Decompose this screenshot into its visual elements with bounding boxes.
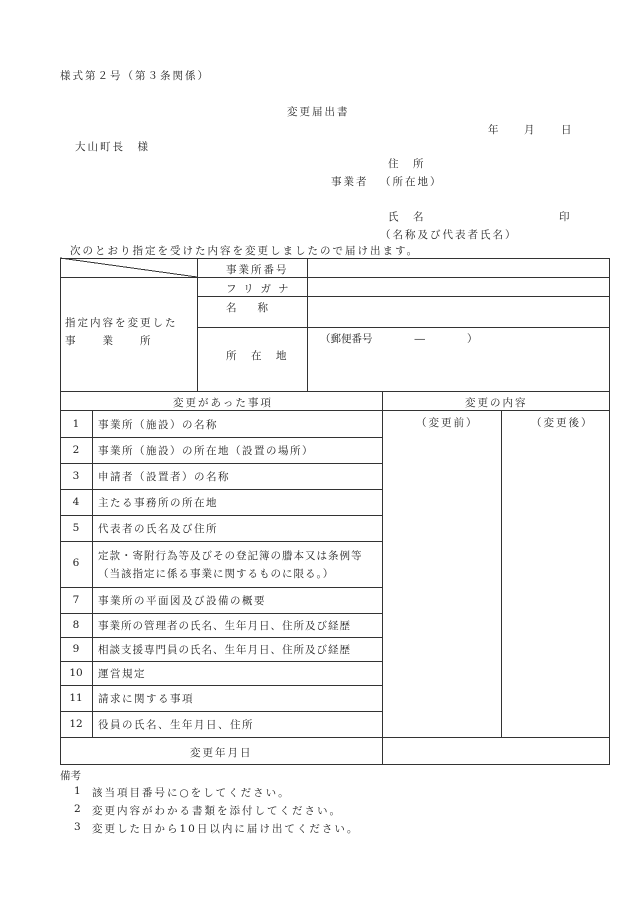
office-location-label: 所 在 地 bbox=[226, 350, 289, 362]
change-item-text-line2: （当該指定に係る事業に関するものに限る。） bbox=[98, 568, 335, 580]
postal-code-field[interactable]: （郵便番号 ― ） bbox=[320, 333, 478, 345]
change-item-text: 事業所の平面図及び設備の概要 bbox=[98, 595, 266, 607]
office-name-label: 名 称 bbox=[226, 302, 268, 314]
remark-number: 2 bbox=[74, 803, 81, 815]
addressee: 大山町長 様 bbox=[75, 141, 150, 153]
row-number: 4 bbox=[72, 496, 80, 508]
seal-mark: 印 bbox=[559, 211, 570, 223]
changed-items-header: 変更があった事項 bbox=[173, 397, 273, 409]
remark-text: 変更内容がわかる書類を添付してください。 bbox=[92, 805, 342, 817]
date-day: 日 bbox=[561, 124, 572, 136]
row-number: 10 bbox=[69, 667, 83, 679]
row-number: 6 bbox=[72, 557, 80, 569]
address-sub-label: （所在地） bbox=[380, 176, 443, 188]
name-label: 氏 名 bbox=[388, 211, 426, 223]
change-item-text: 役員の氏名、生年月日、住所 bbox=[98, 719, 254, 731]
row-number: 1 bbox=[72, 418, 80, 430]
after-content-area[interactable] bbox=[503, 432, 609, 736]
office-name-input[interactable] bbox=[309, 298, 608, 326]
after-label: （変更後） bbox=[531, 417, 594, 429]
before-content-area[interactable] bbox=[384, 432, 500, 736]
change-item-text: 申請者（設置者）の名称 bbox=[98, 471, 230, 483]
change-item-text: 請求に関する事項 bbox=[98, 693, 194, 705]
office-number-label: 事業所番号 bbox=[226, 264, 289, 276]
page-title: 変更届出書 bbox=[287, 106, 350, 118]
remark-number: 3 bbox=[74, 821, 81, 833]
remark-number: 1 bbox=[74, 785, 81, 797]
change-item-text: 代表者の氏名及び住所 bbox=[98, 523, 218, 535]
change-item-text: 事業所（施設）の名称 bbox=[98, 419, 218, 431]
change-item-text: 相談支援専門員の氏名、生年月日、住所及び経歴 bbox=[98, 644, 351, 656]
remarks-title: 備考 bbox=[60, 770, 81, 782]
remark-text: 該当項目番号に○をしてください。 bbox=[92, 787, 291, 799]
change-date-input[interactable] bbox=[384, 739, 609, 764]
furigana-label: フリガナ bbox=[226, 283, 296, 295]
row-number: 11 bbox=[69, 692, 83, 704]
notifier-role-label: 事業者 bbox=[331, 176, 369, 188]
row-number: 3 bbox=[72, 470, 80, 482]
office-number-input[interactable] bbox=[309, 260, 608, 276]
furigana-input[interactable] bbox=[309, 279, 608, 295]
change-item-text: 主たる事務所の所在地 bbox=[98, 497, 218, 509]
change-item-text: 事業所の管理者の氏名、生年月日、住所及び経歴 bbox=[98, 620, 351, 632]
before-label: （変更前） bbox=[416, 417, 479, 429]
date-year: 年 bbox=[488, 124, 499, 136]
row-number: 12 bbox=[69, 718, 83, 730]
change-content-header: 変更の内容 bbox=[465, 397, 528, 409]
office-group-label-line2: 事 業 所 bbox=[65, 335, 153, 347]
name-sub-label: （名称及び代表者氏名） bbox=[380, 229, 518, 241]
row-number: 7 bbox=[72, 594, 80, 606]
change-date-label: 変更年月日 bbox=[190, 747, 253, 759]
change-item-text: 運営規定 bbox=[98, 668, 146, 680]
change-item-text: 事業所（施設）の所在地（設置の場所） bbox=[98, 445, 314, 457]
form-label: 様式第２号（第３条関係） bbox=[60, 70, 210, 82]
intro-text: 次のとおり指定を受けた内容を変更しましたので届け出ます。 bbox=[70, 245, 420, 257]
row-number: 8 bbox=[72, 619, 80, 631]
change-item-text: 定款・寄附行為等及びその登記簿の謄本又は条例等 bbox=[98, 550, 363, 562]
row-number: 2 bbox=[72, 444, 80, 456]
remark-text: 変更した日から10日以内に届け出てください。 bbox=[92, 823, 360, 835]
row-number: 9 bbox=[72, 643, 80, 655]
address-label: 住 所 bbox=[388, 158, 426, 170]
row-number: 5 bbox=[72, 522, 80, 534]
date-month: 月 bbox=[524, 124, 535, 136]
office-group-label-line1: 指定内容を変更した bbox=[65, 317, 178, 329]
